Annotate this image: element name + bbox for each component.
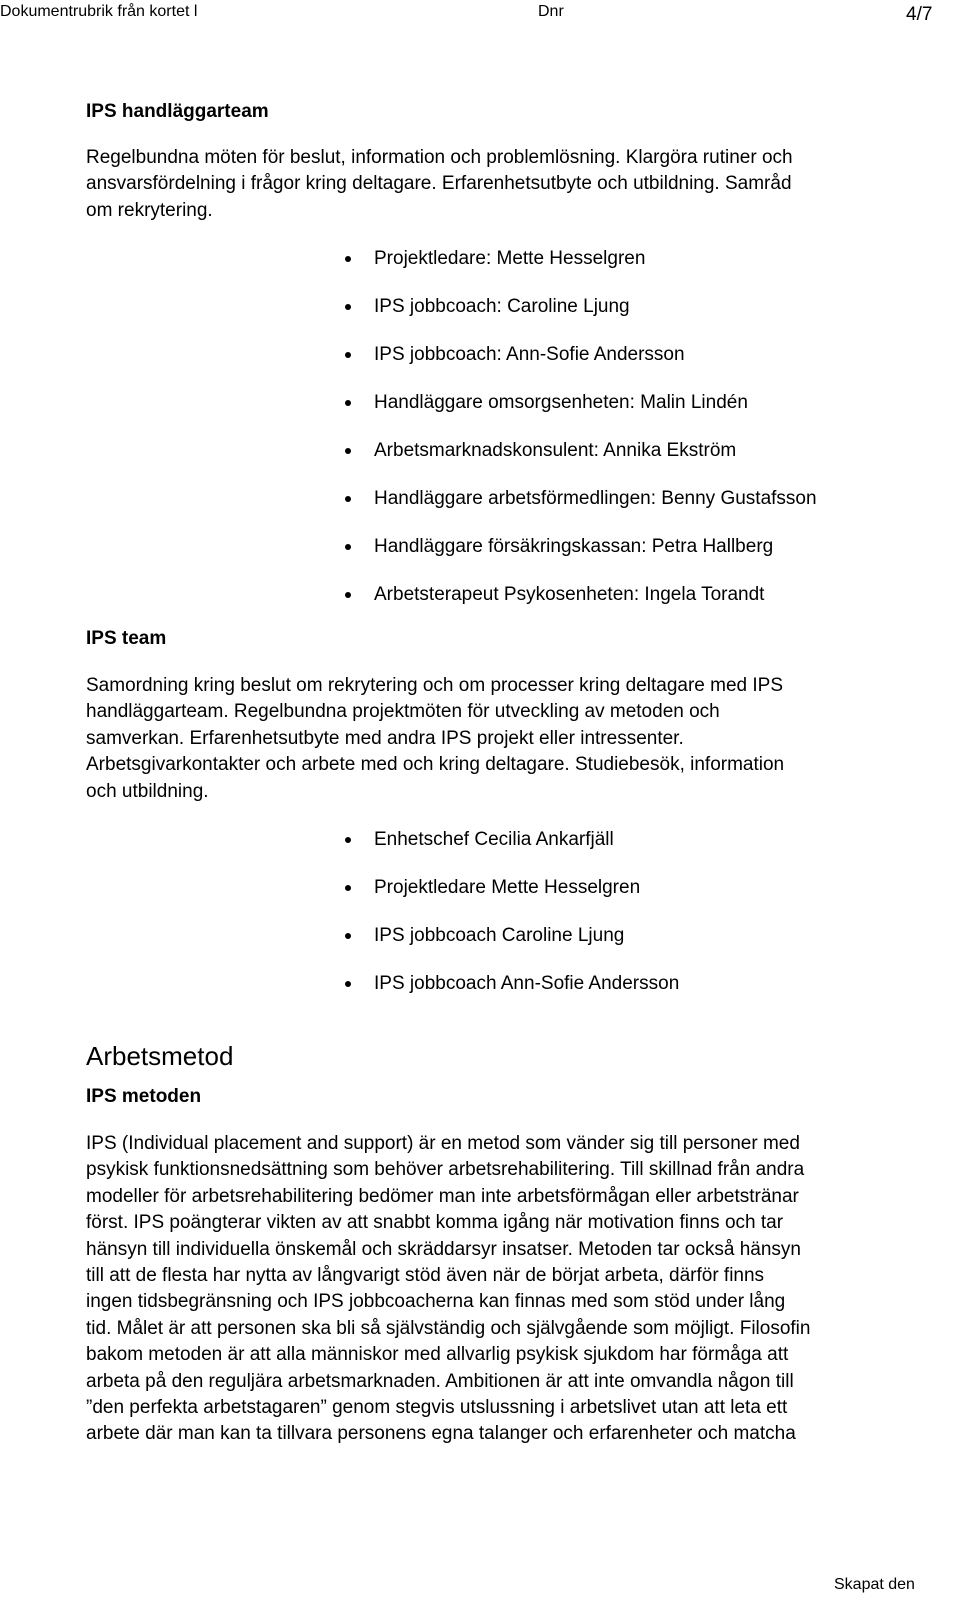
header-page-number: 4/7 [906,4,933,25]
handlaggarteam-member-list [345,248,817,632]
paragraph-line: först. IPS poängterar vikten av att snabbt komma igång när motivation finns och tar [86,1212,784,1234]
handlaggarteam-description [86,145,793,224]
member-text: Projektledare: Mette Hesselgren [374,248,646,269]
paragraph-line: bakom metoden är att alla människor med allvarlig psykisk sjukdom har förmåga att [86,1344,789,1366]
paragraph-line: modeller för arbetsrehabilitering bedömer man inte arbetsförmågan eller arbetstränar [86,1185,799,1207]
chapter-title-arbetsmetod: Arbetsmetod [86,1041,234,1071]
list-item [345,877,679,925]
paragraph-line: ”den perfekta arbetstagaren” genom stegvis utslussning i arbetslivet utan att leta ett [86,1397,788,1419]
member-text: Arbetsmarknadskonsulent: Annika Ekström [374,440,737,461]
member-text: IPS jobbcoach Ann-Sofie Andersson [374,973,680,994]
paragraph-line: till att de flesta har nytta av långvarigt stöd även när de börjat arbeta, därför finns [86,1265,765,1287]
bullet-icon [345,400,351,406]
paragraph-line: IPS (Individual placement and support) är en metod som vänder sig till personer med [86,1133,800,1154]
member-text: IPS jobbcoach Caroline Ljung [374,925,625,946]
section-heading-ips-team: IPS team [86,628,167,649]
header-document-title: Dokumentrubrik från kortet l [0,3,198,20]
list-item [345,296,817,344]
list-item [345,248,817,296]
member-text: IPS jobbcoach: Ann-Sofie Andersson [374,344,685,365]
paragraph-line: Regelbundna möten för beslut, information och problemlösning. Klargöra rutiner och [86,147,793,168]
paragraph-line: Arbetsgivarkontakter och arbete med och kring deltagare. Studiebesök, information [86,754,785,776]
paragraph-line: arbete där man kan ta tillvara personens egna talanger och erfarenheter och matcha [86,1423,796,1445]
bullet-icon [345,304,351,310]
paragraph-line: samverkan. Erfarenhetsutbyte med andra IPS projekt eller intressenter. [86,727,684,749]
list-item [345,344,817,392]
footer-created-label: Skapat den [834,1576,915,1593]
list-item [345,488,817,536]
ips-team-member-list [345,829,679,1021]
paragraph-line: Samordning kring beslut om rekrytering och om processer kring deltagare med IPS [86,675,783,696]
paragraph-line: tid. Målet är att personen ska bli så självständig och självgående som möjligt. Filosofin [86,1317,811,1339]
member-text: Handläggare försäkringskassan: Petra Hallberg [374,536,774,557]
bullet-icon [345,837,351,843]
paragraph-line: hänsyn till individuella önskemål och skräddarsyr insatser. Metoden tar också hänsyn [86,1238,801,1260]
paragraph-line: psykisk funktionsnedsättning som behöver arbetsrehabilitering. Till skillnad från andra [86,1159,805,1181]
bullet-icon [345,544,351,550]
member-text: Enhetschef Cecilia Ankarfjäll [374,829,614,850]
paragraph-line: ansvarsfördelning i frågor kring deltagare. Erfarenhetsutbyte och utbildning. Samråd [86,173,792,195]
ips-team-description [86,673,784,805]
paragraph-line: ingen tidsbegränsning och IPS jobbcoacherna kan finnas med som stöd under lång [86,1291,786,1313]
bullet-icon [345,496,351,502]
paragraph-line: arbeta på den reguljära arbetsmarknaden. Ambitionen är att inte omvandla någon till [86,1370,794,1392]
bullet-icon [345,981,351,987]
bullet-icon [345,885,351,891]
list-item [345,973,679,1021]
bullet-icon [345,592,351,598]
member-text: Handläggare arbetsförmedlingen: Benny Gustafsson [374,488,817,509]
list-item [345,392,817,440]
member-text: Arbetsterapeut Psykosenheten: Ingela Torandt [374,584,765,605]
bullet-icon [345,933,351,939]
paragraph-line: handläggarteam. Regelbundna projektmöten för utveckling av metoden och [86,701,720,723]
list-item [345,925,679,973]
list-item [345,536,817,584]
member-text: IPS jobbcoach: Caroline Ljung [374,296,630,317]
paragraph-line: och utbildning. [86,780,209,802]
bullet-icon [345,352,351,358]
member-text: Handläggare omsorgsenheten: Malin Lindén [374,392,748,413]
list-item [345,584,817,632]
header-dnr: Dnr [538,3,564,20]
section-heading-handlaggarteam: IPS handläggarteam [86,101,269,122]
paragraph-line: om rekrytering. [86,199,213,221]
list-item [345,440,817,488]
member-text: Projektledare Mette Hesselgren [374,877,641,898]
list-item [345,829,679,877]
ips-metoden-description [86,1131,810,1448]
section-heading-ips-metoden: IPS metoden [86,1086,202,1107]
bullet-icon [345,256,351,262]
bullet-icon [345,448,351,454]
